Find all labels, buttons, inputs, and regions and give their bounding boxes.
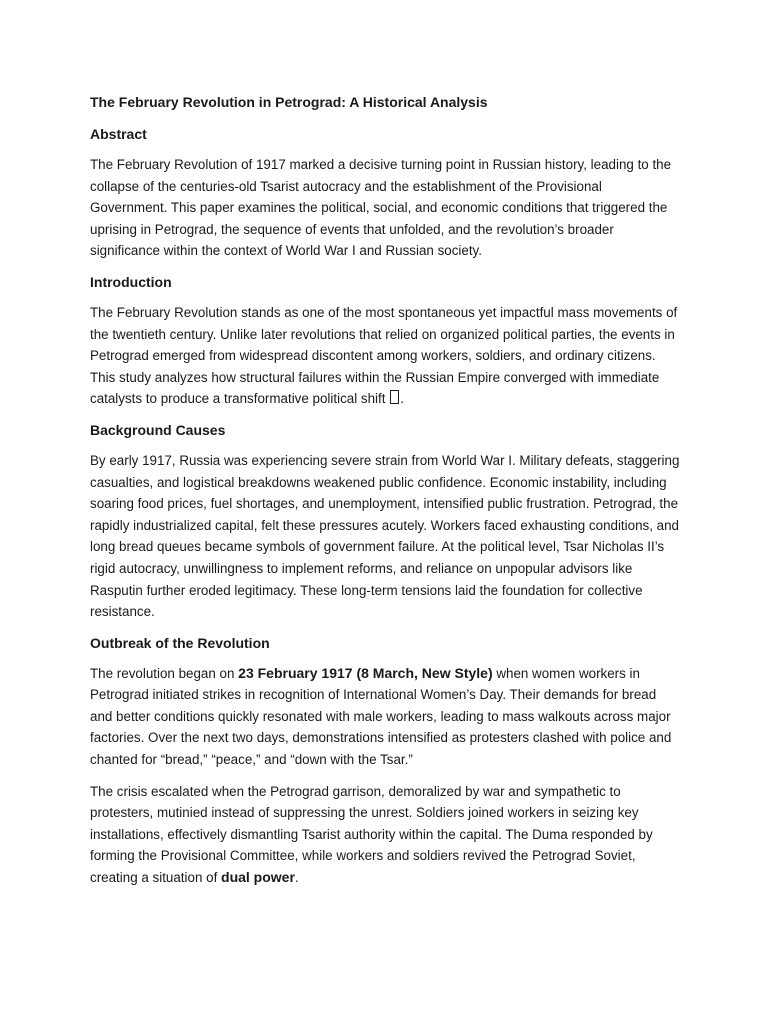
missing-glyph-icon <box>390 390 399 404</box>
section-heading-outbreak: Outbreak of the Revolution <box>90 634 270 651</box>
outbreak-p1-text-after: when women workers in Petrograd initiated strikes in recognition of International Women’s Day. Their demands for bread and better conditions quickly resonated with male workers, leading to mass walkouts across major factories. Over the next two days, demonstrations intensified as protesters clashed with police and chanted for “bread,” “peace,” and “down with the Tsar.” <box>90 665 672 768</box>
document-page <box>90 92 682 899</box>
document-title: The February Revolution in Petrograd: A Historical Analysis <box>90 94 488 110</box>
outbreak-p2-text-after: . <box>294 870 299 886</box>
introduction-text-end: . <box>400 391 404 407</box>
outbreak-p1-date: 23 February 1917 (8 March, New Style) <box>238 664 493 681</box>
background-paragraph: By early 1917, Russia was experiencing severe strain from World War I. Military defeats, staggering casualties, and logistical breakdowns weakened public confidence. Economic instability, including soaring food prices, fuel shortages, and unemployment, intensified public frustration. Petrograd, the rapidly industrialized capital, felt these pressures acutely. Workers faced exhausting conditions, and long bread queues became symbols of government failure. At the political level, Tsar Nicholas II’s rigid autocracy, unwillingness to implement reforms, and reliance on unpopular advisors like Rasputin further eroded legitimacy. These long-term tensions laid the foundation for collective resistance. <box>90 452 680 620</box>
abstract-paragraph: The February Revolution of 1917 marked a decisive turning point in Russian history, leading to the collapse of the centuries-old Tsarist autocracy and the establishment of the Provisional Government. This paper examines the political, social, and economic conditions that triggered the uprising in Petrograd, the sequence of events that unfolded, and the revolution’s broader significance within the context of World War I and Russian society. <box>90 157 672 259</box>
section-heading-abstract: Abstract <box>90 126 147 142</box>
introduction-text: The February Revolution stands as one of the most spontaneous yet impactful mass movements of the twentieth century. Unlike later revolutions that relied on organized political parties, the events in Petrograd emerged from widespread discontent among workers, soldiers, and ordinary citizens. This study analyzes how structural failures within the Russian Empire converged with immediate catalysts to produce a transformative political shift <box>90 304 678 407</box>
outbreak-paragraph-2 <box>90 781 682 889</box>
section-heading-introduction: Introduction <box>90 273 172 290</box>
introduction-paragraph <box>90 302 682 410</box>
outbreak-p1-text-before: The revolution began on <box>90 665 239 681</box>
section-heading-background: Background Causes <box>90 421 226 438</box>
outbreak-p2-text-before: The crisis escalated when the Petrograd garrison, demoralized by war and sympathetic to protesters, mutinied instead of suppressing the unrest. Soldiers joined workers in seizing key installations, effectively dismantling Tsarist authority within the capital. The Duma responded by forming the Provisional Committee, while workers and soldiers revived the Petrograd Soviet, creating a situation of <box>90 783 653 886</box>
outbreak-p2-dual-power: dual power <box>221 869 295 886</box>
outbreak-paragraph-1 <box>90 663 682 771</box>
